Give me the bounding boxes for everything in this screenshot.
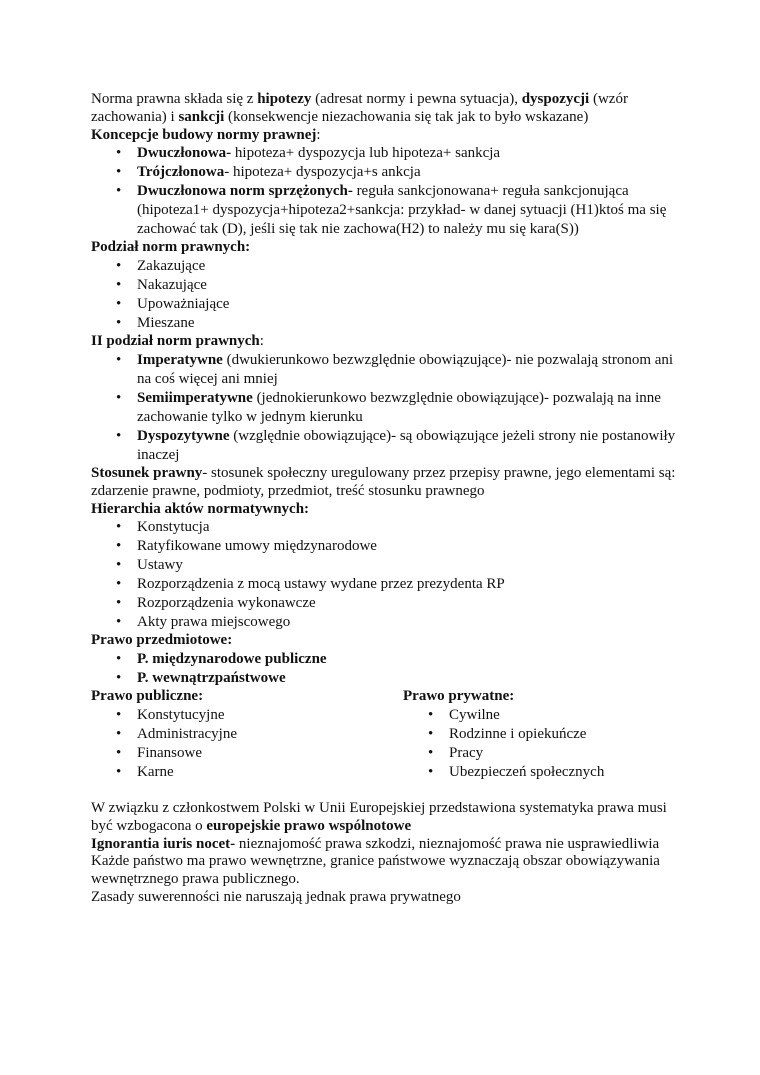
text: W związku z członkostwem Polski w Unii Europejskiej przedstawiona systematyka prawa musi być wzbogacona o bbox=[91, 799, 667, 834]
list-item bbox=[137, 650, 677, 669]
list-item bbox=[137, 144, 677, 163]
panstwo-paragraph: Każde państwo ma prawo wewnętrzne, granice państwowe wyznaczają obszar obowiązywania wewnętrznego prawa publicznego. bbox=[91, 853, 660, 888]
prywatne-list bbox=[403, 706, 677, 782]
text: Norma prawna składa się z bbox=[91, 91, 258, 107]
item-text: reguła sankcjonowana+ reguła sankcjonująca (hipoteza1+ dyspozycja+hipoteza2+sankcja: przykład- w danej sytuacji (H1)ktoś ma się zachować tak (D), jeśli się tak nie zachowa(H2) to należy mu się kara(S)) bbox=[137, 183, 667, 238]
heading-text: Prawo przedmiotowe: bbox=[91, 632, 233, 649]
item-term: Trójczłonowa bbox=[137, 164, 225, 181]
przedmiotowe-heading bbox=[91, 632, 677, 650]
list-item: • Pracy bbox=[449, 744, 677, 763]
list-item: • Upoważniające bbox=[137, 295, 677, 314]
list-item: • Karne bbox=[137, 763, 403, 782]
document-page bbox=[91, 91, 677, 907]
item-text: (jednokierunkowo bezwzględnie obowiązujące)- pozwalają na inne zachowanie tylko w jednym kierunku bbox=[137, 389, 661, 425]
hierarchia-list bbox=[91, 518, 677, 632]
list-item: • Finansowe bbox=[137, 744, 403, 763]
koncepcje-list bbox=[91, 144, 677, 239]
list-item: • Rozporządzenia z mocą ustawy wydane przez prezydenta RP bbox=[137, 575, 677, 594]
przedmiotowe-list bbox=[91, 650, 677, 688]
podzial2-heading bbox=[91, 333, 677, 351]
item-text: - hipoteza+ dyspozycja+s ankcja bbox=[224, 164, 421, 181]
item-term: Dwuczłonowa norm sprzężonych- bbox=[137, 183, 353, 200]
publiczne-column bbox=[91, 688, 403, 782]
list-item: • Administracyjne bbox=[137, 725, 403, 744]
list-item: • Rozporządzenia wykonawcze bbox=[137, 594, 677, 613]
list-item: • Konstytucja bbox=[137, 518, 677, 537]
item-term: P. wewnątrzpaństwowe bbox=[137, 670, 286, 687]
koncepcje-heading bbox=[91, 127, 677, 145]
stosunek-paragraph bbox=[91, 465, 677, 501]
intro-paragraph bbox=[91, 91, 677, 127]
prywatne-heading bbox=[403, 688, 677, 706]
item-term: Imperatywne bbox=[137, 351, 223, 368]
heading-text: Koncepcje budowy normy prawnej bbox=[91, 126, 317, 143]
text: (wzór zachowania) i bbox=[91, 91, 628, 125]
term-hipotezy: hipotezy bbox=[257, 91, 312, 107]
item-text: hipoteza+ dyspozycja lub hipoteza+ sankcja bbox=[231, 145, 501, 162]
heading-text: II podział norm prawnych bbox=[91, 333, 260, 350]
ignorantia-paragraph bbox=[91, 836, 677, 854]
hierarchia-heading bbox=[91, 501, 677, 519]
list-item: • Cywilne bbox=[449, 706, 677, 725]
item-term: Semiimperatywne bbox=[137, 389, 253, 406]
spacer bbox=[91, 782, 677, 800]
text: (adresat normy i pewna sytuacja), bbox=[311, 91, 522, 107]
publiczne-heading bbox=[91, 688, 403, 706]
list-item bbox=[137, 427, 677, 465]
list-item: • Konstytucyjne bbox=[137, 706, 403, 725]
list-item: • Mieszane bbox=[137, 314, 677, 333]
item-term: Dyspozytywne bbox=[137, 427, 230, 444]
ue-paragraph bbox=[91, 800, 677, 836]
list-item bbox=[137, 163, 677, 182]
list-item: • Ubezpieczeń społecznych bbox=[449, 763, 677, 782]
two-column-section bbox=[91, 688, 677, 782]
list-item bbox=[137, 182, 677, 239]
podzial-heading bbox=[91, 239, 677, 257]
term-sankcji: sankcji bbox=[178, 108, 225, 125]
list-item bbox=[137, 351, 677, 389]
text: nieznajomość prawa szkodzi, nieznajomość prawa nie usprawiedliwia bbox=[235, 835, 660, 852]
podzial2-list bbox=[91, 351, 677, 465]
list-item: • Nakazujące bbox=[137, 276, 677, 295]
publiczne-list bbox=[91, 706, 403, 782]
podzial-list bbox=[91, 257, 677, 333]
term-dyspozycji: dyspozycji bbox=[521, 91, 590, 107]
item-term: Dwuczłonowa- bbox=[137, 145, 232, 162]
heading-text: Prawo publiczne: bbox=[91, 688, 204, 705]
list-item bbox=[137, 389, 677, 427]
colon: : bbox=[316, 126, 321, 143]
term: europejskie prawo wspólnotowe bbox=[206, 817, 412, 834]
heading-text: Podział norm prawnych: bbox=[91, 239, 251, 256]
item-text: (dwukierunkowo bezwzględnie obowiązujące)- nie pozwalają stronom ani na coś więcej ani mniej bbox=[137, 351, 674, 387]
term: Ignorantia iuris nocet- bbox=[91, 835, 236, 852]
heading-text: Hierarchia aktów normatywnych: bbox=[91, 500, 310, 517]
zasady-paragraph: Zasady suwerenności nie naruszają jednak prawa prywatnego bbox=[91, 888, 461, 905]
list-item: • Ratyfikowane umowy międzynarodowe bbox=[137, 537, 677, 556]
term: Stosunek prawny bbox=[91, 464, 203, 481]
list-item: • Ustawy bbox=[137, 556, 677, 575]
list-item: • Akty prawa miejscowego bbox=[137, 613, 677, 632]
text: (konsekwencje niezachowania się tak jak to było wskazane) bbox=[224, 108, 589, 125]
list-item bbox=[137, 669, 677, 688]
item-text: (względnie obowiązujące)- są obowiązujące jeżeli strony nie postanowiły inaczej bbox=[137, 427, 676, 463]
prywatne-column bbox=[403, 688, 677, 782]
colon: : bbox=[259, 333, 264, 350]
text: - stosunek społeczny uregulowany przez przepisy prawne, jego elementami są: zdarzenie prawne, podmioty, przedmiot, treść stosunku prawnego bbox=[91, 464, 676, 499]
list-item: • Zakazujące bbox=[137, 257, 677, 276]
heading-text: Prawo prywatne: bbox=[403, 688, 515, 705]
list-item: • Rodzinne i opiekuńcze bbox=[449, 725, 677, 744]
item-term: P. międzynarodowe publiczne bbox=[137, 651, 327, 668]
